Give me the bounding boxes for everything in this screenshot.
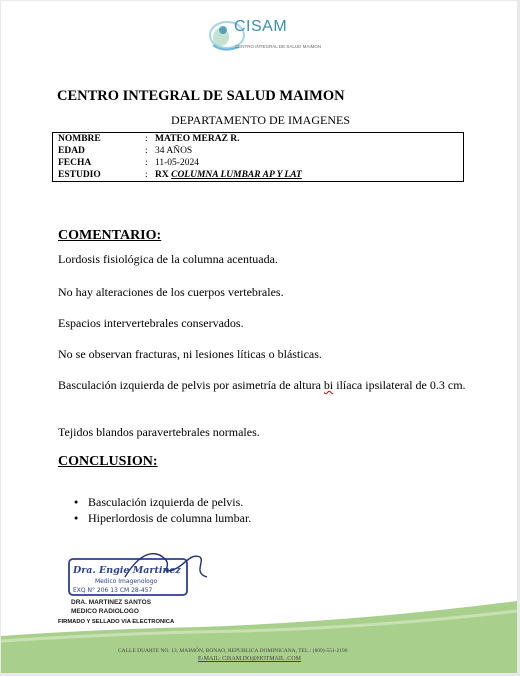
document-page <box>1 1 517 673</box>
page-title: CENTRO INTEGRAL DE SALUD MAIMON <box>57 88 345 104</box>
age-row <box>58 146 192 157</box>
study-value: COLUMNA LUMBAR AP Y LAT <box>171 170 302 180</box>
age-value: 34 AÑOS <box>155 146 193 156</box>
signer-name: DRA. MARTINEZ SANTOS <box>71 599 152 606</box>
date-label: FECHA <box>58 158 92 168</box>
department-title: DEPARTAMENTO DE IMAGENES <box>171 113 350 127</box>
stamp-name: Dra. Engie Martinez <box>73 565 181 576</box>
study-prefix: RX <box>155 170 169 180</box>
spellcheck-word: bi <box>323 378 334 392</box>
comment-paragraph: Tejidos blandos paravertebrales normales. <box>58 425 260 439</box>
comment-paragraph: No se observan fracturas, ni lesiones líticas o blásticas. <box>58 347 322 361</box>
logo-subtitle: CENTRO INTEGRAL DE SALUD MAIMON <box>235 44 322 49</box>
separator: : <box>145 146 148 156</box>
study-label: ESTUDIO <box>58 170 101 180</box>
date-value: 11-05-2024 <box>155 158 199 168</box>
study-row <box>58 170 302 181</box>
conclusion-heading: CONCLUSION: <box>58 454 158 469</box>
comment-text: Basculación izquierda de pelvis por asimetría de altura <box>58 378 321 392</box>
list-item: ● Hiperlordosis de columna lumbar. <box>74 510 251 526</box>
patient-info-box <box>52 132 464 182</box>
logo-name: CISAM <box>234 18 288 35</box>
name-value: MATEO MERAZ R. <box>155 134 240 144</box>
signer-info <box>71 598 151 616</box>
comment-paragraph: Lordosis fisiológica de la columna acentuada. <box>58 252 278 266</box>
list-item: ● Basculación izquierda de pelvis. <box>74 494 251 510</box>
comment-paragraph: Espacios intervertebrales conservados. <box>58 316 244 330</box>
stamp-exq: EXQ N° 206 13 CM 28-457 <box>73 587 153 594</box>
stamp-role: Medico Imagenologo <box>95 578 158 585</box>
comment-paragraph <box>58 377 478 393</box>
date-row <box>58 158 199 169</box>
comment-text: ilíaca ipsilateral de 0.3 cm. <box>336 378 466 392</box>
footer-address: CALLE DUARTE NO. 13, MAIMÓN, BONAO, REPUBLICA DOMINICANA, TEL.: (809)-551-2196 <box>118 648 348 654</box>
signature-note: FIRMADO Y SELLADO VIA ELECTRONICA <box>58 619 175 625</box>
separator: : <box>145 158 148 168</box>
comment-paragraph: No hay alteraciones de los cuerpos vertebrales. <box>58 285 284 299</box>
age-label: EDAD <box>58 146 85 156</box>
separator: : <box>145 134 148 144</box>
conclusion-list <box>74 494 251 526</box>
comment-heading: COMENTARIO: <box>58 228 162 243</box>
signer-role: MEDICO RADIOLOGO <box>71 608 139 615</box>
name-label: NOMBRE <box>58 134 101 144</box>
footer-email: E-MAIL: CISAM.DO@HOTMAIL .COM <box>198 656 301 662</box>
separator: : <box>145 170 148 180</box>
name-row <box>58 134 240 145</box>
